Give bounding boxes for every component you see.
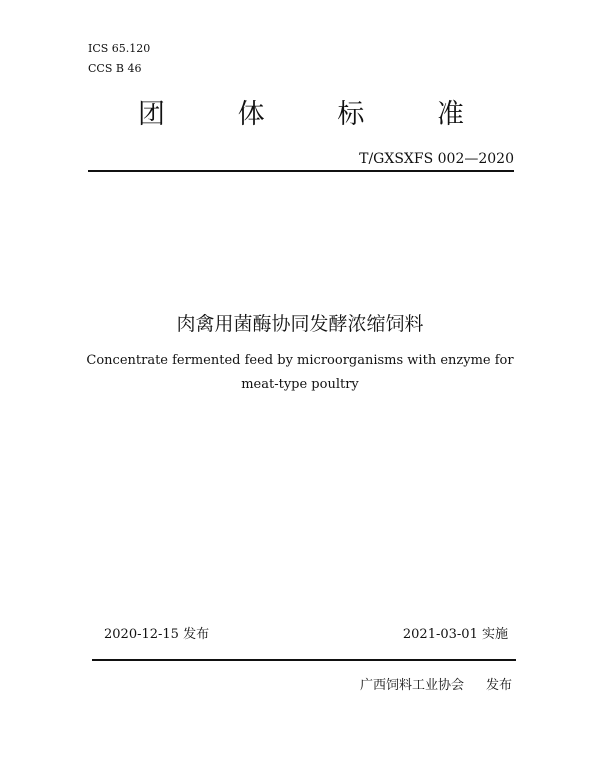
footer-divider	[92, 659, 516, 661]
standard-type-heading	[88, 98, 514, 132]
standard-type-char: 体	[237, 99, 265, 130]
ics-code: ICS 65.120	[88, 42, 151, 55]
header-divider	[88, 170, 514, 172]
standard-number: T/GXSXFS 002—2020	[359, 151, 514, 167]
publisher-block	[360, 677, 512, 695]
document-title-zh: 肉禽用菌酶协同发酵浓缩饲料	[176, 313, 424, 335]
document-title-en-line1: Concentrate fermented feed by microorganisms with enzyme for	[86, 353, 514, 368]
standard-type-char: 标	[337, 99, 365, 130]
standard-type-char: 团	[138, 99, 165, 130]
publisher-label: 发布	[485, 678, 512, 693]
ccs-code: CCS B 46	[88, 62, 142, 75]
implementation-date-block	[403, 626, 508, 644]
publisher-name: 广西饲料工业协会	[359, 678, 464, 693]
implementation-label: 实施	[481, 627, 508, 642]
standard-type-char: 准	[436, 99, 464, 130]
implementation-date: 2021-03-01	[402, 627, 478, 642]
issue-label: 发布	[183, 627, 210, 642]
document-title-en	[0, 349, 600, 397]
issue-date: 2020-12-15	[104, 627, 179, 642]
document-title-en-line2: meat-type poultry	[241, 377, 359, 392]
issue-date-block	[104, 626, 209, 644]
